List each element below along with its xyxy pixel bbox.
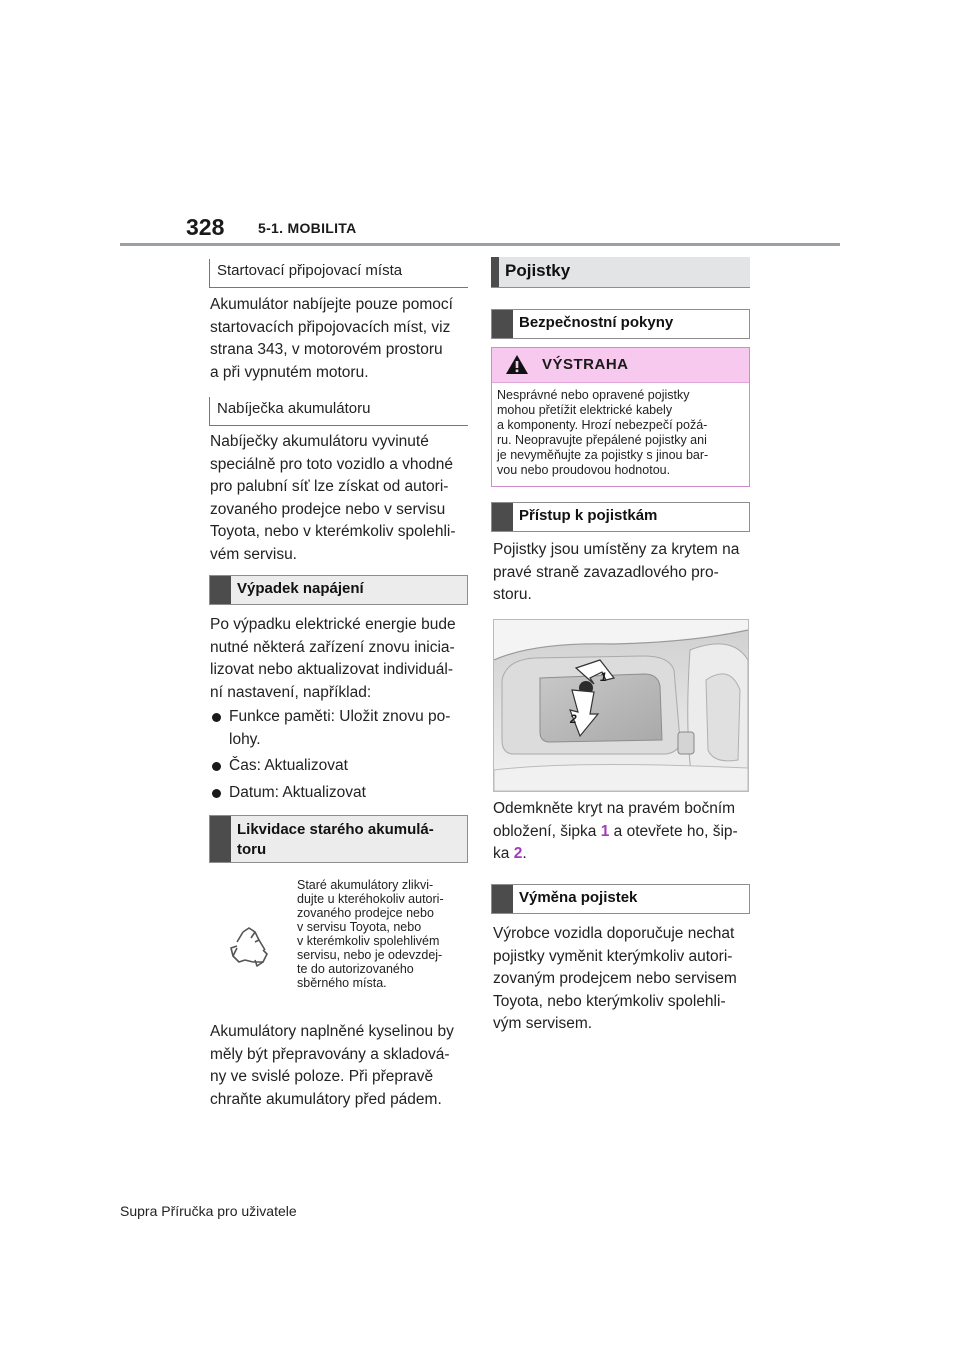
warning-title: VÝSTRAHA	[542, 356, 629, 373]
text-line: servisu, nebo je odevzdej-	[297, 948, 443, 962]
text-line: ní nastavení, například:	[210, 683, 372, 701]
text-line: speciálně pro toto vozidlo a vhodné	[210, 455, 453, 473]
list-item	[212, 706, 450, 751]
arrow-number-2: 2	[513, 845, 523, 862]
text-line	[493, 843, 738, 866]
text-line: v kterémkoliv spolehlivém	[297, 934, 440, 948]
section-box-fuse-access	[491, 502, 750, 532]
paragraph-transport	[210, 1021, 454, 1111]
text-span: ka	[493, 845, 514, 862]
text-line: zovaného prodejce nebo v servisu	[210, 500, 446, 518]
text-line: Akumulátor nabíjejte pouze pomocí	[210, 296, 453, 313]
text-line: chraňte akumulátory před pádem.	[210, 1090, 442, 1108]
text-line: dujte u kteréhokoliv autori-	[297, 892, 444, 906]
text-line: a při vypnutém motoru.	[210, 363, 369, 381]
text-line: ny ve svislé poloze. Při přepravě	[210, 1068, 434, 1085]
list-item-text: Datum: Aktualizovat	[229, 783, 366, 801]
paragraph-fuse-replacement	[493, 923, 737, 1036]
text-line: Toyota, nebo kterýmkoliv spolehli-	[493, 992, 726, 1010]
text-line: vou nebo proudovou hodnotou.	[497, 463, 671, 477]
subheading-underline	[209, 425, 468, 426]
paragraph-charger	[210, 431, 456, 566]
text-line: lohy.	[229, 730, 261, 748]
section-box-battery-disposal	[209, 815, 468, 863]
recycle-icon	[229, 926, 269, 970]
paragraph-unlock	[493, 798, 738, 866]
paragraph-fuse-location	[493, 539, 739, 607]
text-span: obložení, šipka	[493, 822, 601, 840]
text-line: mohou přetížit elektrické kabely	[497, 403, 673, 417]
text-line: vým servisem.	[493, 1015, 593, 1032]
subheading-start-points: Startovací připojovací místa	[217, 262, 403, 279]
section-header-fuses	[491, 257, 750, 288]
section-box-title: Výměna pojistek	[519, 889, 638, 906]
text-line: nutné některá zařízení znovu inicia-	[210, 638, 455, 656]
text-line: Odemkněte kryt na pravém bočním	[493, 800, 736, 817]
text-line: Funkce paměti: Uložit znovu po-	[229, 708, 451, 725]
subheading-underline	[209, 287, 468, 288]
section-box-title: Výpadek napájení	[237, 580, 364, 597]
text-line: vém servisu.	[210, 545, 297, 563]
text-line: Po výpadku elektrické energie bude	[210, 616, 456, 633]
warning-icon	[505, 354, 529, 380]
list-item-text: Čas: Aktualizovat	[229, 757, 348, 774]
list-item	[212, 782, 450, 805]
bullet-icon	[212, 762, 221, 771]
page-footer: Supra Příručka pro uživatele	[120, 1203, 297, 1219]
warning-text	[492, 383, 749, 478]
trunk-figure	[493, 619, 749, 792]
warning-header	[492, 348, 749, 383]
warning-box	[491, 347, 750, 487]
text-line: Staré akumulátory zlikvi-	[297, 878, 434, 892]
subheading-tick	[209, 397, 210, 425]
section-bar	[492, 503, 513, 531]
list-item-text	[229, 706, 450, 751]
chapter-title: 5-1. MOBILITA	[258, 220, 357, 236]
bullet-icon	[212, 789, 221, 798]
text-line: storu.	[493, 586, 532, 603]
section-box-power-failure	[209, 575, 468, 605]
text-line: ru. Neopravujte přepálené pojistky ani	[497, 433, 707, 447]
figure-label-2: 2	[570, 712, 577, 726]
text-line: pravé straně zavazadlového pro-	[493, 563, 719, 581]
bullet-list	[212, 706, 450, 804]
text-line: Nabíječky akumulátoru vyvinuté	[210, 433, 429, 450]
page-number: 328	[186, 214, 225, 240]
section-bar	[210, 816, 231, 862]
subheading-charger: Nabíječka akumulátoru	[217, 400, 371, 417]
text-line: lizovat nebo aktualizovat individuál-	[210, 661, 453, 678]
text-span: .	[522, 845, 527, 862]
paragraph-power-failure	[210, 614, 456, 704]
figure-label-1: 1	[600, 670, 607, 684]
text-span: a otevřete ho, šip-	[609, 822, 738, 840]
header-divider	[120, 243, 840, 246]
text-line: zovaným prodejcem nebo servisem	[493, 970, 737, 987]
text-line: startovacích připojovacích míst, viz	[210, 318, 451, 336]
text-line: sběrného místa.	[297, 976, 387, 990]
text-line: je nevyměňujte za pojistky s jinou bar-	[497, 448, 709, 462]
list-item	[212, 755, 450, 778]
arrow-number-1: 1	[600, 822, 610, 840]
text-line: zovaného prodejce nebo	[297, 906, 434, 920]
paragraph-start-points	[210, 294, 453, 384]
text-line: měly být přepravovány a skladová-	[210, 1045, 450, 1063]
text-line: strana 343, v motorovém prostoru	[210, 341, 443, 358]
text-line: te do autorizovaného	[297, 962, 414, 976]
text-line: Nesprávné nebo opravené pojistky	[497, 388, 690, 402]
section-bar	[210, 576, 231, 604]
subheading-tick	[209, 259, 210, 287]
text-line	[493, 821, 738, 844]
recycle-note	[297, 878, 444, 990]
section-box-fuse-replacement	[491, 884, 750, 914]
text-line: Likvidace starého akumulá-	[237, 821, 434, 838]
text-line: Výrobce vozidla doporučuje nechat	[493, 925, 735, 942]
text-line: toru	[237, 841, 267, 858]
section-box-title: Bezpečnostní pokyny	[519, 314, 674, 331]
text-line: Pojistky jsou umístěny za krytem na	[493, 541, 740, 558]
section-box-safety	[491, 309, 750, 339]
section-bar	[492, 310, 513, 338]
section-title: Pojistky	[505, 261, 571, 280]
section-box-title: Přístup k pojistkám	[519, 507, 658, 524]
bullet-icon	[212, 713, 221, 722]
text-line: v servisu Toyota, nebo	[297, 920, 422, 934]
text-line: pro palubní síť lze získat od autori-	[210, 478, 449, 495]
section-bar	[491, 257, 499, 287]
text-line: Toyota, nebo v kterémkoliv spolehli-	[210, 523, 456, 540]
text-line: Akumulátory naplněné kyselinou by	[210, 1023, 454, 1040]
section-box-title	[237, 820, 434, 860]
section-bar	[492, 885, 513, 913]
text-line: a komponenty. Hrozí nebezpečí požá-	[497, 418, 708, 432]
text-line: pojistky vyměnit kterýmkoliv autori-	[493, 947, 733, 965]
